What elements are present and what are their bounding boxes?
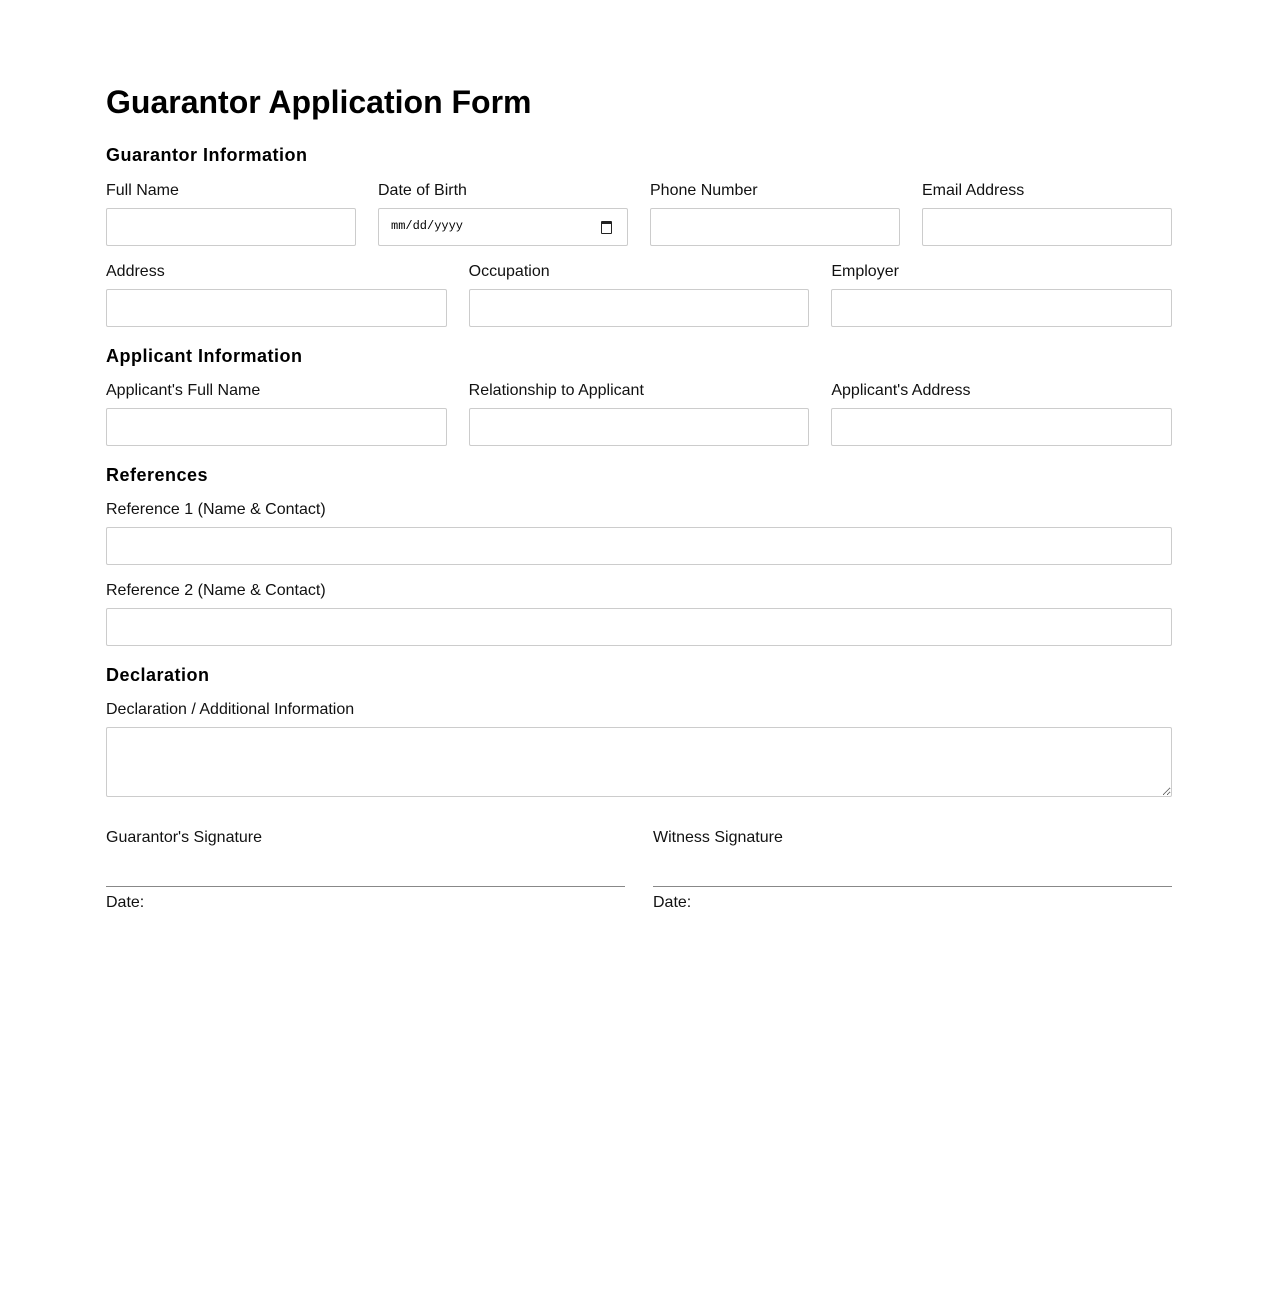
guarantor-row-1 xyxy=(106,182,1172,246)
guarantor-signature-line xyxy=(106,886,625,887)
address-input[interactable] xyxy=(106,289,447,327)
section-guarantor-information: Guarantor Information xyxy=(106,145,308,165)
phone-label: Phone Number xyxy=(650,182,758,199)
reference-2-input[interactable] xyxy=(106,608,1172,646)
occupation-label: Occupation xyxy=(468,263,550,280)
dob-input[interactable] xyxy=(378,208,628,246)
address-label: Address xyxy=(106,263,165,280)
dob-placeholder: mm/dd/yyyy xyxy=(391,219,464,233)
declaration-textarea[interactable] xyxy=(106,727,1172,797)
guarantor-signature-block xyxy=(106,829,625,912)
reference-1-label: Reference 1 (Name & Contact) xyxy=(106,501,326,518)
employer-label: Employer xyxy=(831,263,899,280)
witness-signature-label: Witness Signature xyxy=(653,829,783,846)
witness-signature-block xyxy=(653,829,1172,912)
full-name-input[interactable] xyxy=(106,208,356,246)
guarantor-date-label: Date: xyxy=(106,894,145,911)
applicant-name-label: Applicant's Full Name xyxy=(106,382,261,399)
declaration-label: Declaration / Additional Information xyxy=(106,701,355,718)
occupation-input[interactable] xyxy=(469,289,810,327)
relationship-label: Relationship to Applicant xyxy=(468,382,644,399)
full-name-label: Full Name xyxy=(106,182,179,199)
email-input[interactable] xyxy=(922,208,1172,246)
reference-1-row xyxy=(106,501,1172,565)
email-label: Email Address xyxy=(922,182,1025,199)
reference-2-label: Reference 2 (Name & Contact) xyxy=(106,582,326,599)
phone-input[interactable] xyxy=(650,208,900,246)
section-applicant-information: Applicant Information xyxy=(106,346,303,366)
dob-label: Date of Birth xyxy=(378,182,467,199)
applicant-address-label: Applicant's Address xyxy=(831,382,971,399)
guarantor-signature-label: Guarantor's Signature xyxy=(106,829,263,846)
applicant-row xyxy=(106,382,1172,446)
section-references: References xyxy=(106,465,209,485)
section-declaration: Declaration xyxy=(106,665,210,685)
witness-signature-line xyxy=(653,886,1172,887)
guarantor-row-2 xyxy=(106,263,1172,327)
declaration-row xyxy=(106,701,1172,797)
reference-1-input[interactable] xyxy=(106,527,1172,565)
reference-2-row xyxy=(106,582,1172,646)
page-title: Guarantor Application Form xyxy=(106,84,532,120)
calendar-icon[interactable] xyxy=(601,221,612,234)
applicant-address-input[interactable] xyxy=(831,408,1172,446)
witness-date-label: Date: xyxy=(653,894,692,911)
applicant-name-input[interactable] xyxy=(106,408,447,446)
employer-input[interactable] xyxy=(831,289,1172,327)
relationship-input[interactable] xyxy=(469,408,810,446)
